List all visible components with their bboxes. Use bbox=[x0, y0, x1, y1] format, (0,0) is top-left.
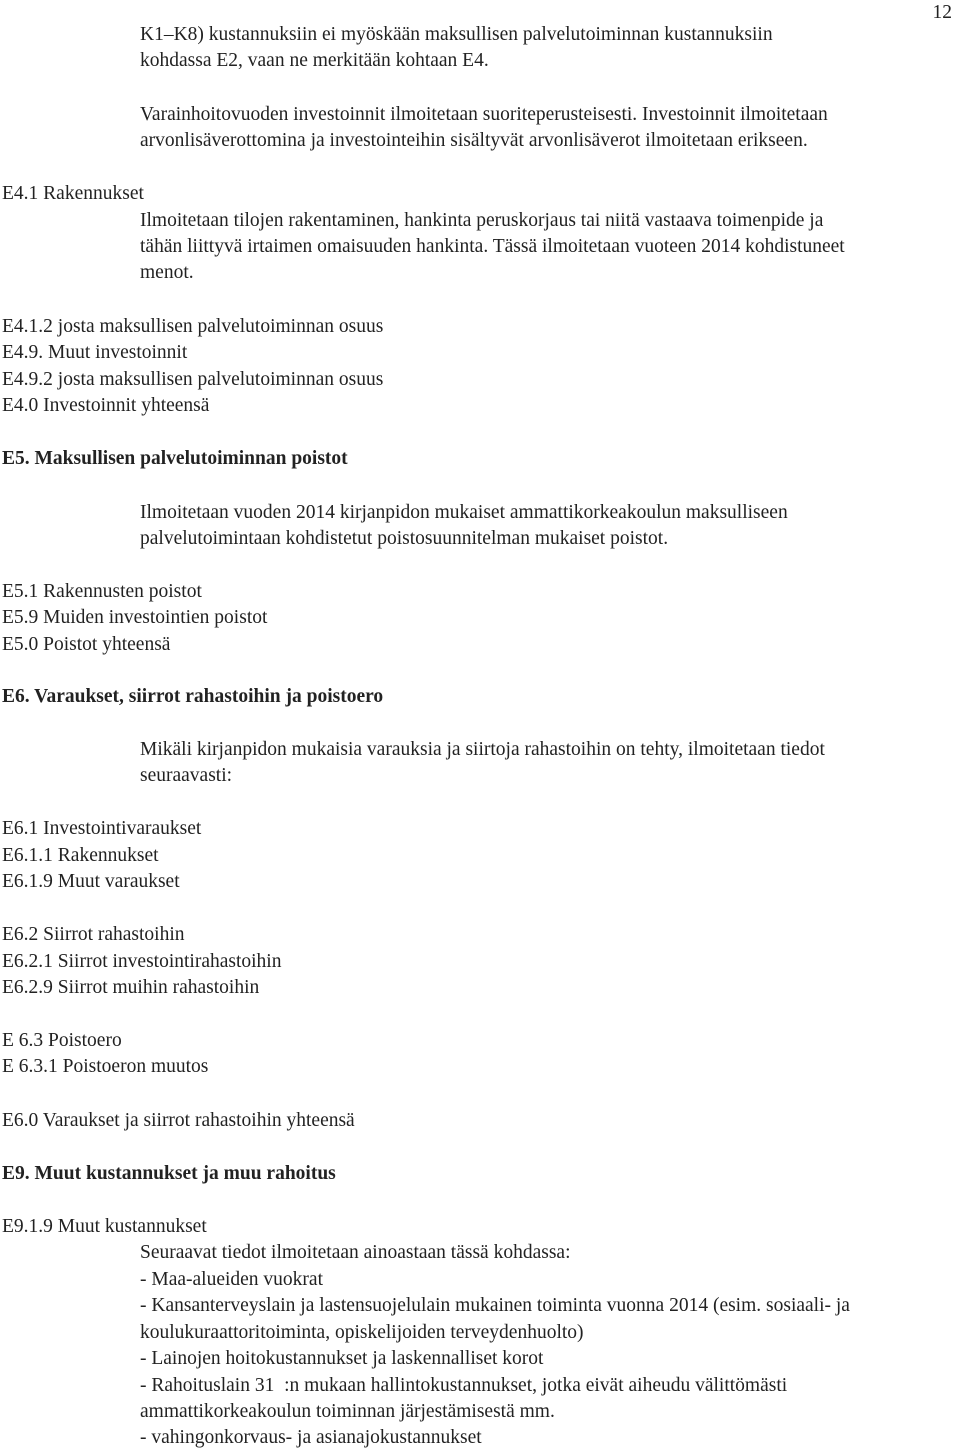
e9-bullet: - Lainojen hoitokustannukset ja laskennalliset korot bbox=[140, 1348, 544, 1369]
e9-bullet: - vahingonkorvaus- ja asianajokustannukset bbox=[140, 1427, 482, 1448]
e6-item: E 6.3 Poistoero bbox=[2, 1030, 122, 1051]
intro-line-3: Varainhoitovuoden investoinnit ilmoitetaan suoriteperusteisesti. Investoinnit ilmoitetaan bbox=[140, 104, 828, 125]
intro-line-1: K1–K8) kustannuksiin ei myöskään maksullisen palvelutoiminnan kustannuksiin bbox=[140, 24, 773, 45]
e9-bullet: - Maa-alueiden vuokrat bbox=[140, 1269, 324, 1290]
e6-total: E6.0 Varaukset ja siirrot rahastoihin yhteensä bbox=[2, 1110, 355, 1131]
e9-bullet: - Rahoituslain 31 :n mukaan hallintokustannukset, jotka eivät aiheudu välittömästi bbox=[140, 1375, 788, 1396]
intro-line-2: kohdassa E2, vaan ne merkitään kohtaan E4. bbox=[140, 50, 489, 71]
e4-item: E4.9. Muut investoinnit bbox=[2, 342, 188, 363]
e9-intro: Seuraavat tiedot ilmoitetaan ainoastaan tässä kohdassa: bbox=[140, 1242, 571, 1263]
e4-body-line-2: tähän liittyvä irtaimen omaisuuden hankinta. Tässä ilmoitetaan vuoteen 2014 kohdistuneet bbox=[140, 236, 845, 257]
e6-heading: E6. Varaukset, siirrot rahastoihin ja poistoero bbox=[2, 686, 384, 707]
e4-item: E4.9.2 josta maksullisen palvelutoiminnan osuus bbox=[2, 369, 384, 390]
e6-item: E6.1.9 Muut varaukset bbox=[2, 871, 180, 892]
e6-body-line-2: seuraavasti: bbox=[140, 765, 233, 786]
e5-item: E5.0 Poistot yhteensä bbox=[2, 634, 171, 655]
intro-line-4: arvonlisäverottomina ja investointeihin sisältyvät arvonlisäverot ilmoitetaan erikseen. bbox=[140, 130, 808, 151]
e5-item: E5.1 Rakennusten poistot bbox=[2, 581, 202, 602]
e6-body-line-1: Mikäli kirjanpidon mukaisia varauksia ja siirtoja rahastoihin on tehty, ilmoitetaan tiedot bbox=[140, 739, 825, 760]
e4-heading: E4.1 Rakennukset bbox=[2, 183, 144, 204]
page-number: 12 bbox=[932, 2, 952, 23]
e9-heading: E9. Muut kustannukset ja muu rahoitus bbox=[2, 1163, 336, 1184]
e4-body-line-3: menot. bbox=[140, 262, 194, 283]
e5-item: E5.9 Muiden investointien poistot bbox=[2, 607, 268, 628]
e5-body-line-1: Ilmoitetaan vuoden 2014 kirjanpidon mukaiset ammattikorkeakoulun maksulliseen bbox=[140, 502, 788, 523]
e5-heading: E5. Maksullisen palvelutoiminnan poistot bbox=[2, 448, 348, 469]
e6-item: E 6.3.1 Poistoeron muutos bbox=[2, 1056, 209, 1077]
e4-item: E4.0 Investoinnit yhteensä bbox=[2, 395, 210, 416]
e4-body-line-1: Ilmoitetaan tilojen rakentaminen, hankinta peruskorjaus tai niitä vastaava toimenpide ja bbox=[140, 210, 824, 231]
e6-item: E6.2.1 Siirrot investointirahastoihin bbox=[2, 951, 282, 972]
e9-bullet: - Kansanterveyslain ja lastensuojelulain mukainen toiminta vuonna 2014 (esim. sosiaali- ja bbox=[140, 1295, 850, 1316]
e6-item: E6.2 Siirrot rahastoihin bbox=[2, 924, 185, 945]
e6-item: E6.1 Investointivaraukset bbox=[2, 818, 202, 839]
e4-item: E4.1.2 josta maksullisen palvelutoiminnan osuus bbox=[2, 316, 384, 337]
e9-subheading: E9.1.9 Muut kustannukset bbox=[2, 1216, 207, 1237]
e5-body-line-2: palvelutoimintaan kohdistetut poistosuunnitelman mukaiset poistot. bbox=[140, 528, 669, 549]
e6-item: E6.2.9 Siirrot muihin rahastoihin bbox=[2, 977, 260, 998]
e9-bullet-continuation: ammattikorkeakoulun toiminnan järjestämisestä mm. bbox=[140, 1401, 555, 1422]
e9-bullet-continuation: koulukuraattoritoiminta, opiskelijoiden terveydenhuolto) bbox=[140, 1322, 584, 1343]
e6-item: E6.1.1 Rakennukset bbox=[2, 845, 159, 866]
